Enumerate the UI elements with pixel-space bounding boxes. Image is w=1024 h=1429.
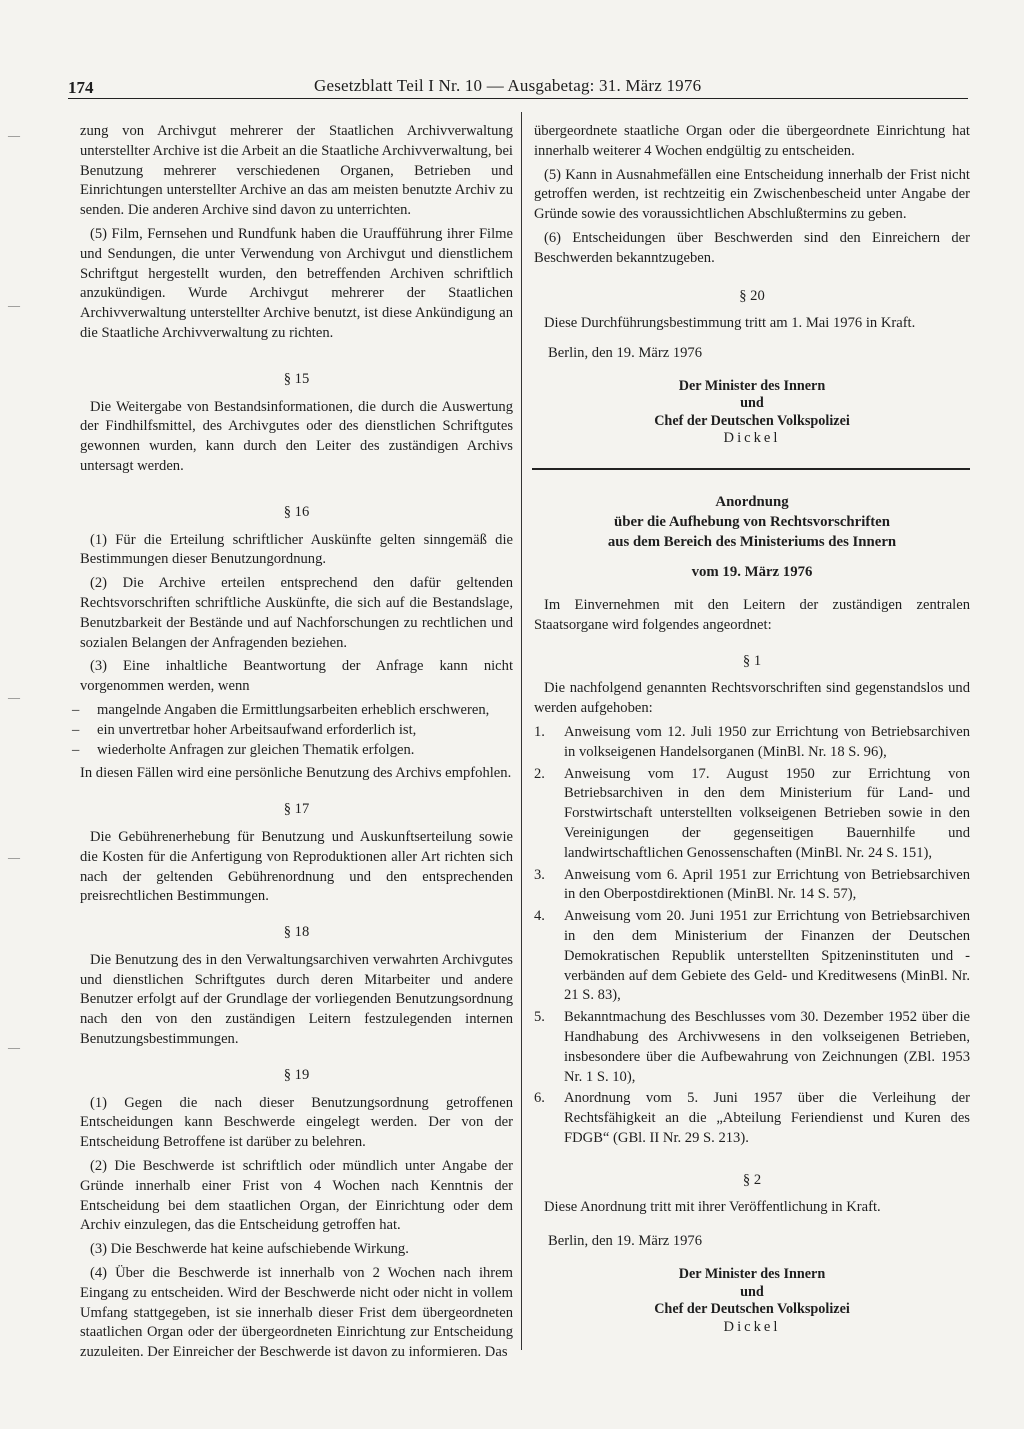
scan-margin-mark: — — [8, 1040, 20, 1054]
ordinance-heading — [534, 492, 970, 582]
paragraph: übergeordnete staatliche Organ oder die übergeordnete Einrichtung hat innerhalb weiterer 4 Wochen endgültig zu entscheiden. — [534, 123, 970, 159]
scan-margin-mark: — — [8, 128, 20, 142]
section-heading: § 16 — [283, 503, 310, 520]
page-header — [68, 74, 968, 98]
paragraph: In diesen Fällen wird eine persönliche Benutzung des Archivs empfohlen. — [80, 765, 512, 782]
paragraph: (5) Kann in Ausnahmefällen eine Entscheidung innerhalb der Frist nicht getroffen werden, ist rechtzeitig ein Zwischenbescheid unter Angabe der Gründe sowie des voraussichtlichen Abschlußtermins zu geben. — [534, 166, 970, 223]
paragraph: Die Weitergabe von Bestandsinformationen, die durch die Auswertung der Findhilfsmittel, des Archivgutes oder des dienstlichen Schriftgutes gewonnen wurden, kann durch den Leiter des zuständigen Archivs untersagt werden. — [80, 398, 513, 474]
list-item: – mangelnde Angaben die Ermittlungsarbeiten erheblich erschweren, — [72, 701, 490, 718]
paragraph: Diese Durchführungsbestimmung tritt am 1. Mai 1976 in Kraft. — [544, 315, 916, 332]
paragraph: (2) Die Archive erteilen entsprechend den dafür geltenden Rechtsvorschriften schriftliche Auskünfte, die sich auf die Bestandslage, Benutzbarkeit der Bestände und auf Nachforschungen zu rechtlichen und sozialen Belangen der Anfragenden beziehen. — [80, 575, 513, 651]
place-date: Berlin, den 19. März 1976 — [548, 345, 703, 362]
paragraph: Diese Anordnung tritt mit ihrer Veröffentlichung in Kraft. — [544, 1199, 881, 1216]
ordinance-subtitle: aus dem Bereich des Ministeriums des Innern — [607, 533, 897, 550]
section-heading: § 2 — [742, 1171, 762, 1188]
signatory-name: Dickel — [723, 1318, 781, 1335]
paragraph: (3) Eine inhaltliche Beantwortung der Anfrage kann nicht vorgenommen werden, wenn — [80, 658, 513, 695]
signature-block — [534, 378, 970, 448]
signatory-name: Dickel — [723, 430, 781, 447]
list-item: 4. Anweisung vom 20. Juni 1951 zur Errichtung von Betriebsarchiven in den dem Ministerium der Finanzen der Deutschen Demokratischen Republik unterstellten Spitzeninstituten und -verbänden auf dem Gebiete des Geld- und Kreditwesens (MinBl. Nr. 21 S. 83), — [534, 908, 970, 1004]
paragraph: Die nachfolgend genannten Rechtsvorschriften sind gegenstandslos und werden aufgehoben: — [534, 680, 970, 717]
list-item: – wiederholte Anfragen zur gleichen Thematik erfolgen. — [72, 741, 415, 758]
gazette-title: Gesetzblatt Teil I Nr. 10 — Ausgabetag: 31. März 1976 — [314, 76, 702, 95]
scan-margin-mark: — — [8, 298, 20, 312]
list-item: 2. Anweisung vom 17. August 1950 zur Errichtung von Betriebsarchiven in den dem Ministerium für Land- und Forstwirtschaft unterstellten volkseigenen Betrieben sowie in den Vereinigungen der gegenseitigen Bauernhilfe und landwirtschaftlichen Genossenschaften (MinBl. Nr. 24 S. 151), — [534, 765, 970, 861]
paragraph: (1) Für die Erteilung schriftlicher Auskünfte gelten sinngemäß die Bestimmungen dieser Benutzungordnung. — [80, 531, 513, 568]
paragraph: Die Benutzung des in den Verwaltungsarchiven verwahrten Archivgutes und dienstlichen Schriftgutes durch deren Mitarbeiter und andere Benutzer erfolgt auf der Grundlage der vorliegenden Benutzungsordnung nach den von den zuständigen Leitern festzulegenden internen Benutzungsbestimmungen. — [80, 951, 513, 1048]
ordinance-title: Anordnung — [715, 493, 789, 510]
list-item: 5. Bekanntmachung des Beschlusses vom 30. Dezember 1952 über die Handhabung des Archivwesens in den volkseigenen Betrieben, insbesondere über die Aufbewahrung von Zeichnungen (ZBl. 1953 Nr. 1 S. 10), — [534, 1009, 970, 1085]
paragraph: (6) Entscheidungen über Beschwerden sind den Einreichern der Beschwerden bekanntzugeben. — [534, 229, 970, 266]
right-column — [534, 122, 970, 1336]
header-rule — [68, 98, 968, 99]
ordinance-date: vom 19. März 1976 — [691, 563, 813, 580]
paragraph: zung von Archivgut mehrerer der Staatlichen Archivverwaltung unterstellter Archive ist die Arbeit an die Staatliche Archivverwaltung, bei Benutzung mehrerer verschiedenen Organen, Betrieben und Einrichtungen unterstellter Archive an das am meisten benutzte Archiv zu senden. Die anderen Archive sind davon zu unterrichten. — [80, 123, 513, 219]
scan-margin-mark: — — [8, 690, 20, 704]
list-item: 3. Anweisung vom 6. April 1951 zur Errichtung von Betriebsarchiven in den Oberpostdirektionen (MinBl. Nr. 14 S. 57), — [534, 866, 970, 903]
signatory-title: Chef der Deutschen Volkspolizei — [654, 412, 850, 429]
section-heading: § 18 — [283, 924, 310, 941]
place-date: Berlin, den 19. März 1976 — [548, 1233, 703, 1250]
section-heading: § 17 — [283, 801, 310, 818]
paragraph: (2) Die Beschwerde ist schriftlich oder mündlich unter Angabe der Gründe innerhalb einer Frist von 4 Wochen nach Kenntnis der Entscheidung bei dem staatlichen Organ, der Einrichtung oder dem Archiv einzulegen, das die Entscheidung getroffen hat. — [80, 1158, 513, 1234]
section-heading: § 15 — [283, 370, 310, 387]
ordinance-subtitle: über die Aufhebung von Rechtsvorschriften — [614, 513, 890, 530]
paragraph: (1) Gegen die nach dieser Benutzungsordnung getroffenen Entscheidungen kann Beschwerde eingelegt werden. Der von der Entscheidung Betroffene ist darüber zu belehren. — [80, 1094, 513, 1151]
scan-margin-mark: — — [8, 850, 20, 864]
paragraph: Im Einvernehmen mit den Leitern der zuständigen zentralen Staatsorgane wird folgendes angeordnet: — [534, 596, 970, 633]
signatory-conjunction: und — [740, 1283, 764, 1300]
paragraph: (5) Film, Fernsehen und Rundfunk haben die Uraufführung ihrer Filme und Sendungen, die unter Verwendung von Archivgut und dienstlichem Schriftgut hergestellt wurden, den betreffenden Archiven schriftlich anzukündigen. Wurde Archivgut mehrerer der Staatlichen Archivverwaltung unterstellter Archive benutzt, ist diese Ankündigung an die Staatliche Archivverwaltung zu richten. — [80, 225, 513, 341]
list-item: 6. Anordnung vom 5. Juni 1957 über die Verleihung der Rechtsfähigkeit an die „Abteilung Feriendienst und Kuren des FDGB“ (GBl. II Nr. 29 S. 213). — [534, 1090, 970, 1146]
signatory-title: Der Minister des Innern — [678, 377, 826, 394]
section-heading: § 1 — [742, 652, 762, 669]
signature-block — [534, 1266, 970, 1336]
signatory-conjunction: und — [740, 395, 764, 412]
column-divider — [521, 112, 522, 1350]
paragraph: (4) Über die Beschwerde ist innerhalb von 2 Wochen nach ihrem Eingang zu entscheiden. Wird der Beschwerde nicht oder nicht in vollem Umfang stattgegeben, ist sie innerhalb dieser Frist dem übergeordneten staatlichen Organ oder der übergeordneten Einrichtung zur Entscheidung zuzuleiten. Der Einreicher der Beschwerde ist davon zu informieren. Das — [80, 1265, 513, 1361]
list-item: 1. Anweisung vom 12. Juli 1950 zur Errichtung von Betriebsarchiven in volkseigenen Handelsorganen (MinBl. Nr. 18 S. 96), — [534, 723, 970, 760]
list-item: – ein unvertretbar hoher Arbeitsaufwand erforderlich ist, — [72, 721, 417, 738]
section-heading: § 20 — [739, 287, 765, 304]
section-heading: § 19 — [283, 1066, 310, 1083]
signatory-title: Chef der Deutschen Volkspolizei — [654, 1301, 850, 1318]
paragraph: Die Gebührenerhebung für Benutzung und Auskunftserteilung sowie die Kosten für die Anfertigung von Reproduktionen aller Art richten sich nach der geltenden Gebührenordnung und den entsprechenden preisrechtlichen Bestimmungen. — [80, 828, 513, 905]
paragraph: (3) Die Beschwerde hat keine aufschiebende Wirkung. — [90, 1241, 409, 1258]
section-divider — [532, 468, 970, 470]
left-column — [72, 122, 513, 1367]
signatory-title: Der Minister des Innern — [678, 1266, 826, 1283]
page-number: 174 — [68, 78, 94, 97]
